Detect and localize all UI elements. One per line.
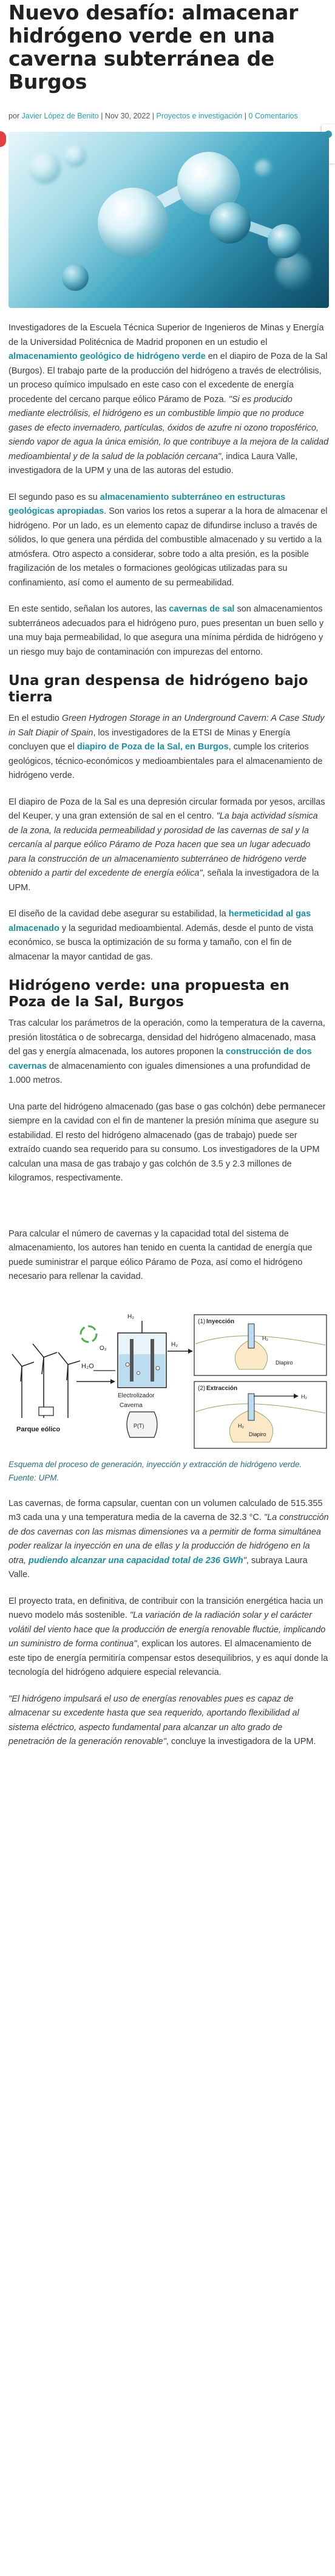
text: , los investigadores de la ETSI de Minas y Energía concluyen que el [8,727,291,752]
spacer [8,1198,329,1227]
diagram-label: H₂ [127,1313,135,1320]
paragraph-11 [8,1595,329,1680]
diagram-label: (2) [198,1385,206,1392]
paragraph-12 [8,1692,329,1750]
text: Investigadores de la Escuela Técnica Superior de Ingenieros de Minas y Energía de la Universidad Politécnica de Madrid proponen en un estudio el [8,323,324,347]
text: , señala la investigadora de la UPM. [8,868,319,893]
diagram-label: H₂ [238,1422,244,1429]
study-title: Green Hydrogen Storage in an Underground Cavern: A Case Study in Salt Diapir of Spain [8,714,325,738]
diagram-label: Inyección [206,1318,235,1325]
quote: "El hidrógeno impulsará el uso de energías renovables pues es capaz de almacenar su excedente hasta que sea requerido, aportando flexibilidad al sistema eléctrico, aspecto fundamental para alcanzar un alto grado de penetración de la generación renovable" [8,1694,299,1746]
highlight: almacenamiento geológico de hidrógeno verde [8,352,206,361]
section-heading-propuesta: Hidrógeno verde: una propuesta en Poza de la Sal, Burgos [8,978,289,1010]
text: Las cavernas, de forma capsular, cuentan con un volumen calculado de 515.355 m3 cada una y una temperatura media de la caverna de 32.3 °C. [8,1498,323,1522]
quote: "La baja actividad sísmica de la zona, la reducida permeabilidad y porosidad de las cavernas de sal y la cercanía al parque eólico Páramo de Poza hacen que sea un lugar adecuado para la construcción de un almacenamiento subterráneo de hidrógeno verde obtenido a partir del excedente de energía eólica" [8,811,318,878]
power-box-icon [39,1407,53,1416]
diagram-label: Electrolizador [118,1392,155,1399]
highlight: construcción de dos cavernas [8,1047,312,1071]
diagram-label: Parque eólico [16,1425,61,1433]
side-floating-button[interactable] [0,131,6,147]
meta-separator: | [242,112,249,120]
article-content [8,0,329,1762]
molecule-illustration [8,132,329,308]
text: . Son varios los retos a superar a la hora de almacenar el hidrógeno. Por un lado, es un elemento capaz de difundirse incluso a través de sólidos, lo que genera una pérdida del combustible almacenado y su vertido a la atmósfera. Otro aspecto a considerar, sobre todo a alta presión, es la posible fragilización de los metales o formaciones geológicas utilizadas para su confinamiento, así como el aumento de su permeabilidad. [8,506,328,588]
diagram-label: Diapiro [249,1431,266,1437]
text: El proyecto trata, en definitiva, de contribuir con la transición energética hacia un nuevo modelo más sostenible. [8,1596,323,1620]
text: , indica Laura Valle, investigadora de la UPM y una de las autoras del estudio. [8,451,298,475]
text: de almacenamiento con iguales dimensiones a una profundidad de 1.000 metros. [8,1061,311,1085]
text: , cumple los criterios geológicos, técnico-económicos y medioambientales para el almacenamiento de hidrógeno verde. [8,742,323,780]
text: son almacenamientos subterráneos adecuados para el hidrógeno puro, pues presentan un buen sello y una muy baja permeabilidad, lo que asegura una mínima pérdida de hidrógeno y un riesgo muy bajo de contaminación con impurezas del entorno. [8,604,324,657]
diagram-caption: Esquema del proceso de generación, inyección y extracción de hidrógeno verde. Fuente: UPM. [8,1459,302,1482]
diagram-label: Caverna [120,1402,143,1409]
text: , explican los autores. El almacenamiento de este tipo de energía permitiría compensar estos desequilibrios, y es aquí donde la tecnología del hidrógeno adquiere especial relevancia. [8,1639,328,1677]
quote: " [243,1555,246,1566]
highlight: pudiendo alcanzar una capacidad total de 236 GWh [29,1555,243,1566]
meta-separator: | [150,112,157,120]
article-title: Nuevo desafío: almacenar hidrógeno verde en una caverna subterránea de Burgos [8,1,299,94]
hero-image-hydrogen-molecules [8,132,329,308]
diagram-label: O₂ [100,1344,107,1352]
process-diagram-svg [8,1297,329,1454]
electrolyzer-icon [118,1321,166,1388]
diagram-label: Extracción [206,1385,238,1392]
diagram-label: H₂ [171,1341,178,1348]
diagram-label: P(T) [134,1422,144,1429]
text: , concluye la investigadora de la UPM. [166,1737,316,1746]
paragraph-9: Para calcular el número de cavernas y la capacidad total del sistema de almacenamiento, los autores han tenido en cuenta la cantidad de energía que puede suministrar el parque eólico Páramo de Poza, así como el hidrógeno necesario para rellenar la cavidad. [8,1228,313,1281]
paragraph-7 [8,1017,329,1088]
diagram-label: (1) [198,1318,206,1325]
paragraph-10 [8,1497,329,1583]
text: Tras calcular los parámetros de la operación, como la temperatura de la caverna, presión litostática o de sobrecarga, densidad del hidrógeno almacenado, masa del gas y energía almacenada, los autores proponen la [8,1018,325,1057]
quote: "La variación de la radiación solar y el carácter volátil del viento hace que la producción de energía renovable fluctúe, implicando un suministro de forma continua" [8,1610,326,1649]
paragraph-6 [8,907,329,964]
text: El diseño de la cavidad debe asegurar su estabilidad, la [8,909,229,919]
paragraph-1 [8,321,329,479]
text: , subraya Laura Valle. [8,1555,308,1579]
text: El diapiro de Poza de la Sal es una depresión circular formada por yesos, arcillas del Keuper, y una gran extensión de sal en el centro. [8,797,325,821]
paragraph-5 [8,796,329,896]
highlight: cavernas de sal [169,604,235,614]
section-heading-despensa: Una gran despensa de hidrógeno bajo tierra [8,673,308,705]
text: y la seguridad medioambiental. Además, desde el punto de vista económico, se busca la optimización de su forma y tamaño, con el fin de almacenar la mayor cantidad de gas. [8,923,314,962]
quote: "La construcción de dos cavernas con las mismas dimensiones va a permitir de forma simultánea poder realizar la inyección en una de ellas y la producción de hidrógeno en la otra, [8,1513,329,1566]
paragraph-8: Una parte del hidrógeno almacenado (gas base o gas colchón) debe permanecer siempre en la cavidad con el fin de mantener la presión mínima que asegure su estabilidad. El resto del hidrógeno almacenado (gas de trabajo) puede ser extraído cuando sea requerido para su consumo. Los investigadores de la UPM calculan una masa de gas trabajo y gas colchón de 3.5 y 2.3 millones de kilogramos, respectivamente. [8,1102,326,1183]
paragraph-2 [8,491,329,591]
meta-separator: | [98,112,105,120]
diagram-label: H₂ [301,1393,307,1400]
paragraph-4 [8,712,329,783]
diagram-label: H₂ [262,1335,268,1341]
post-meta [8,109,329,123]
text: El segundo paso es su [8,492,100,502]
diagram-label: Diapiro [276,1359,293,1366]
text: en el diapiro de Poza de la Sal (Burgos). El trabajo parte de la producción del hidrógeno a través de electrólisis, un proceso químico impulsado en este caso con el excedente de energía procedente del cercano parque eólico Páramo de Poza. [8,352,328,404]
category-link[interactable]: Proyectos e investigación [156,112,243,120]
author-link[interactable]: Javier López de Benito [21,112,99,120]
comments-link[interactable]: 0 Comentarios [248,112,298,120]
highlight: almacenamiento subterráneo en estructuras geológicas apropiadas [8,492,286,516]
highlight: diapiro de Poza de la Sal, en Burgos [76,742,229,752]
quote: "Si es producido mediante electrólisis, el hidrógeno es un combustible limpio que no produce gases de efecto invernadero, partículas, óxidos de azufre ni ozono troposférico, siendo vapor de agua la única emisión, lo que contribuye a la mejora de la calidad medioambiental y de la salud de la población cercana" [8,394,329,462]
cavern-icon [120,1402,157,1437]
text: En el estudio [8,714,62,723]
meta-by: por [8,112,22,120]
diagram-label: H₂O [81,1362,94,1370]
post-date: Nov 30, 2022 [104,112,151,120]
process-diagram [8,1297,329,1454]
recycle-icon [81,1326,96,1342]
paragraph-3 [8,602,329,659]
text: En este sentido, señalan los autores, las [8,604,169,614]
highlight: hermeticidad al gas almacenado [8,909,311,933]
